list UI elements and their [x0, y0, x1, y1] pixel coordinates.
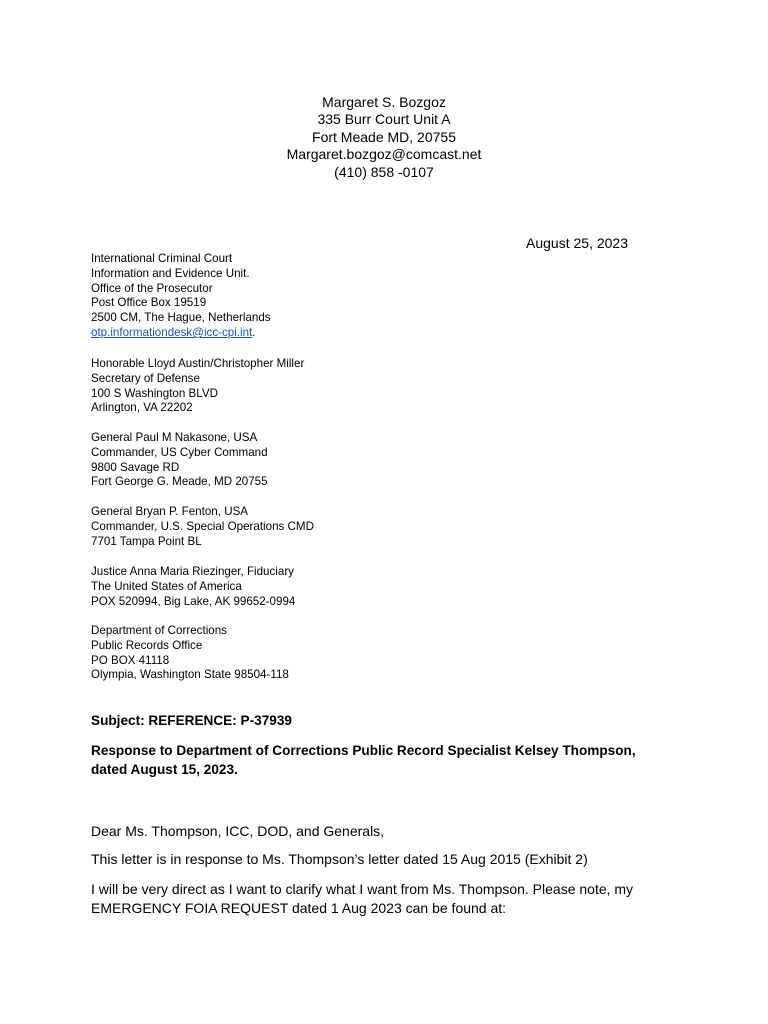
address-line: Commander, US Cyber Command	[91, 445, 268, 459]
address-line: The United States of America	[91, 579, 242, 593]
sender-street: 335 Burr Court Unit A	[317, 111, 451, 128]
icc-email-link[interactable]: otp.informationdesk@icc-cpi.int	[91, 325, 253, 339]
sender-phone: (410) 858 -0107	[334, 163, 434, 180]
salutation: Dear Ms. Thompson, ICC, DOD, and Generals,	[91, 823, 385, 839]
recipient-secdef	[91, 357, 304, 416]
sender-name: Margaret S. Bozgoz	[322, 94, 446, 110]
subject-line: Subject: REFERENCE: P-37939	[91, 713, 292, 728]
address-line: 2500 CM, The Hague, Netherlands	[91, 311, 271, 325]
address-line: 7701 Tampa Point BL	[91, 534, 202, 548]
body-paragraph: I will be very direct as I want to clarify what I want from Ms. Thompson. Please note, my EMERGENCY FOIA REQUEST dated 1 Aug 2023 can be found at:	[91, 881, 634, 916]
address-line: Fort George G. Meade, MD 20755	[91, 475, 268, 489]
address-line: General Paul M Nakasone, USA	[91, 431, 258, 444]
recipient-icc	[91, 252, 271, 341]
address-line: POX 520994, Big Lake, AK 99652-0994	[91, 594, 296, 608]
response-heading: Response to Department of Corrections Public Record Specialist Kelsey Thompson, dated August 15, 2023.	[91, 743, 636, 777]
sender-block	[0, 94, 768, 181]
address-line: Olympia, Washington State 98504-118	[91, 668, 289, 682]
address-line: Information and Evidence Unit.	[91, 266, 250, 280]
address-line: General Bryan P. Fenton, USA	[91, 505, 249, 518]
address-line: Post Office Box 19519	[91, 296, 207, 310]
address-line: 9800 Savage RD	[91, 460, 180, 474]
recipient-corrections	[91, 624, 289, 683]
recipient-cybercom	[91, 431, 268, 490]
email-suffix: .	[252, 325, 256, 339]
address-line: Honorable Lloyd Austin/Christopher Miller	[91, 357, 305, 370]
address-line: Arlington, VA 22202	[91, 401, 193, 415]
address-line: PO BOX 41118	[91, 653, 170, 667]
address-line: Office of the Prosecutor	[91, 281, 213, 295]
address-line: Commander, U.S. Special Operations CMD	[91, 519, 314, 533]
address-line: Department of Corrections	[91, 624, 227, 637]
recipient-fiduciary	[91, 565, 295, 609]
address-line: Justice Anna Maria Riezinger, Fiduciary	[91, 565, 294, 578]
sender-city: Fort Meade MD, 20755	[312, 128, 456, 145]
sender-email: Margaret.bozgoz@comcast.net	[286, 146, 482, 163]
body-paragraph: This letter is in response to Ms. Thompson’s letter dated 15 Aug 2015 (Exhibit 2)	[91, 851, 588, 867]
address-line: 100 S Washington BLVD	[91, 386, 218, 400]
address-line: Public Records Office	[91, 638, 203, 652]
recipient-socom	[91, 505, 314, 549]
address-email-line	[91, 326, 271, 341]
address-line: International Criminal Court	[91, 252, 233, 265]
letter-date: August 25, 2023	[526, 235, 628, 251]
address-line: Secretary of Defense	[91, 371, 200, 385]
